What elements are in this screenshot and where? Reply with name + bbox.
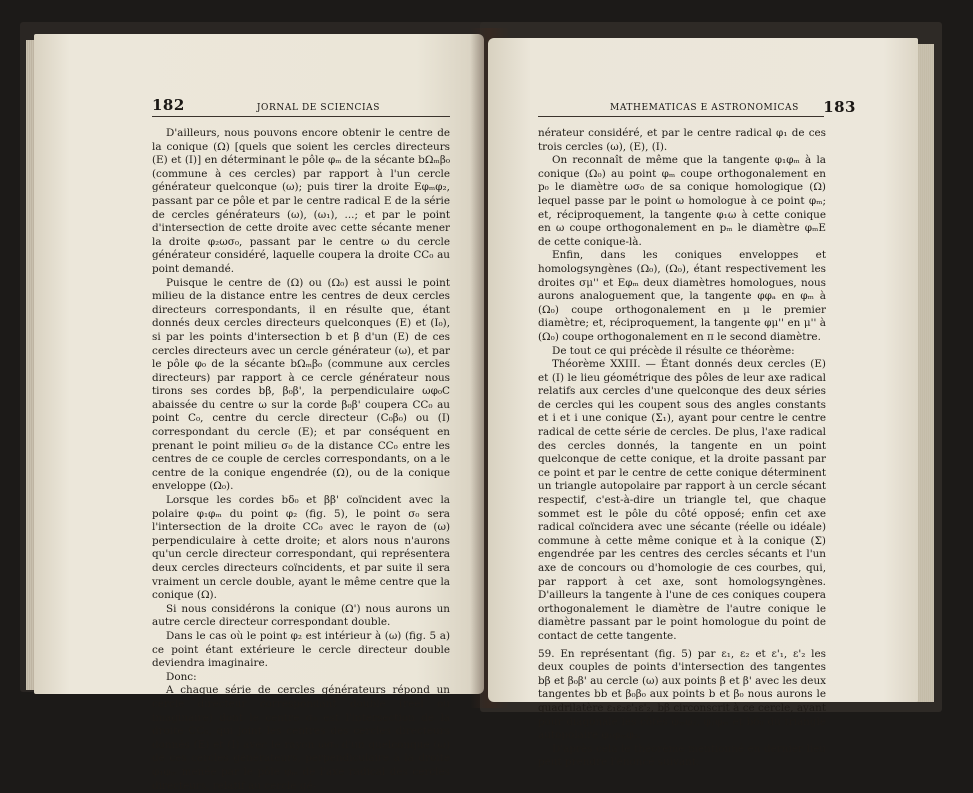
right-page-body: [538, 127, 826, 770]
right-page-number: 183: [823, 98, 856, 116]
paragraph: Dans le cas où le point φ₂ est intérieur à (ω) (fig. 5 a) ce point étant extérieure le cercle directeur double deviendra imaginaire.: [152, 629, 450, 670]
right-running-title: MATHEMATICAS E ASTRONOMICAS: [610, 103, 799, 113]
theorem-xxiii: Théorème XXIII. — Étant donnés deux cercles (E) et (I) le lieu géométrique des pôles de leur axe radical relatifs aux cercles d'une quelconque des deux séries de cercles qui les coupent sous des angles constants et i et i une conique (Σ₁), ayant pour centre le centre radical de cette série de cercles. De plus, l'axe radical des cercles donnés, la tangente en un point quelconque de cette conique, et la droite passant par ce point et par le centre de cette conique déterminent un triangle autopolaire par rapport à un cercle sécant respectif, c'est-à-dire un triangle tel, que chaque sommet est le pôle du côté opposé; enfin cet axe radical coïncidera avec une sécante (réelle ou idéale) commune à cette même conique et à la conique (Σ) engendrée par les centres des cercles sécants et l'un axe de concours ou d'homologie de ces courbes, qui, par rapport à cet axe, sont homologsyngènes. D'ailleurs la tangente à l'une de ces coniques coupera orthogonalement le diamètre de l'autre conique le diamètre passant par le point homologue du point de contact de cette tangente.: [538, 358, 826, 642]
paragraph: Puisque le centre de (Ω) ou (Ω₀) est aussi le point milieu de la distance entre les centres de deux cercles directeurs correspondants, il en résulte que, étant donnés deux cercles directeurs quelconques (E) et (I₀), si par les points d'intersection b et β d'un (E) de ces cercles directeurs avec un cercle générateur (ω), et par le pôle φ₀ de la sécante bΩₘβ₀ (commune aux cercles directeurs) par rapport à ce cercle générateur nous tirons ses cordes bβ, β₀β', la perpendiculaire ωφ₀C abaissée du centre ω sur la corde β₀β' coupera CC₀ au point C₀, centre du cercle directeur (C₀β₀) ou (I) correspondant du cercle (E); et par conséquent en prenant le point milieu σ₀ de la distance CC₀ entre les centres de ce couple de cercles correspondants, on a le centre de la conique engendrée (Ω), ou de la conique enveloppe (Ω₀).: [152, 276, 450, 493]
left-header-rule: [152, 116, 450, 117]
left-page-number: 182: [152, 96, 185, 114]
paragraph: D'après cela le théorème mentionné en dernier lieu peut prendre l'énoncé suivant:: [538, 742, 826, 769]
page-edges-right: [916, 44, 934, 702]
left-page-body: [152, 127, 450, 793]
paragraph: Si nous considérons la conique (Ω') nous aurons un autre cercle directeur correspondant double.: [152, 602, 450, 629]
paragraph: Lorsque les cordes bδ₀ et ββ' coïncident avec la polaire φ₁φₘ du point φ₂ (fig. 5), le point σ₀ sera l'intersection de la droite CC₀ avec le rayon de (ω) perpendiculaire à cette droite; et alors nous n'aurons qu'un cercle directeur correspondant, qui représentera deux cercles directeurs coïncidents, et par suite il sera vraiment un cercle double, ayant le même centre que la conique (Ω).: [152, 494, 450, 602]
left-running-title: JORNAL DE SCIENCIAS: [256, 103, 380, 113]
left-page: [34, 34, 484, 792]
section-59: 59. En représentant (fig. 5) par ε₁, ε₂ et ε'₁, ε'₂ les deux couples de points d'intersection des tangentes bβ et β₀β' au cercle (ω) aux points β et β' avec les deux tangentes bb et β₀β₀ aux points b et β₀ nous aurons le quadrilatère ε₁ε₂ε'₁ε'₂, bβ circonscrit à ce cercle, ayant pour diagonale les côtés φₘφ₂, φ₁φₘ et bδ₀ du triangle autopolaire φ₁φₘφ₂.: [538, 647, 826, 742]
paragraph: A chaque série de cercles générateurs répond un cercle directeur correspondant double (réel ou imaginaire) dont le centre σ₀ est l'intersection de la droite CC₀, qui joint les centres des cercles directeurs donnés (E) et (I) avec le rayon ωσ₀ d'un quelconque (ω) de ces cercles générateurs, perpendiculaire à la droite φ₁φₘ menée par le pôle φₘ de l'axe radical des cercles directeurs, relatif au cercle gé-: [152, 684, 450, 792]
right-header-rule: [538, 116, 824, 117]
right-page: [488, 38, 918, 769]
paragraph: On reconnaît de même que la tangente φ₁φₘ à la conique (Ω₀) au point φₘ coupe orthogonalement en p₀ le diamètre ωσ₀ de sa conique homologique (Ω) lequel passe par le point ω homologue à ce point φₘ; et, réciproquement, la tangente φ₁ω à cette conique en ω coupe orthogonalement en pₘ le diamètre φₘE de cette conique-là.: [538, 154, 826, 248]
paragraph: De tout ce qui précède il résulte ce théorème:: [552, 344, 795, 357]
paragraph: Enfin, dans les coniques enveloppes et homologsyngènes (Ω₀), (Ω₀), étant respectivement les droites σμ'' et Eφₘ deux diamètres homologues, nous aurons analoguement que, la tangente φφₐ en φₘ à (Ω₀) coupe orthogonalement en μ le premier diamètre; et, réciproquement, la tangente φμ'' en μ'' à (Ω₀) coupe orthogonalement en π le second diamètre.: [538, 249, 826, 343]
paragraph: D'ailleurs, nous pouvons encore obtenir le centre de la conique (Ω) [quels que soient les cercles directeurs (E) et (I)] en déterminant le pôle φₘ de la sécante bΩₘβ₀ (commune à ces cercles) par rapport à l'un cercle générateur quelconque (ω); puis tirer la droite Eφₘφ₂, passant par ce pôle et par le centre radical E de la série de cercles générateurs (ω), (ω₁), ...; et par le point d'intersection de cette droite avec cette sécante mener la droite φ₂ωσ₀, passant par le centre ω du cercle générateur considéré, laquelle coupera la droite CC₀ au point demandé.: [152, 127, 450, 275]
left-page-header: [152, 96, 482, 114]
paragraph: Donc:: [166, 670, 197, 683]
paragraph: nérateur considéré, et par le centre radical φ₁ de ces trois cercles (ω), (E), (I).: [538, 127, 826, 153]
